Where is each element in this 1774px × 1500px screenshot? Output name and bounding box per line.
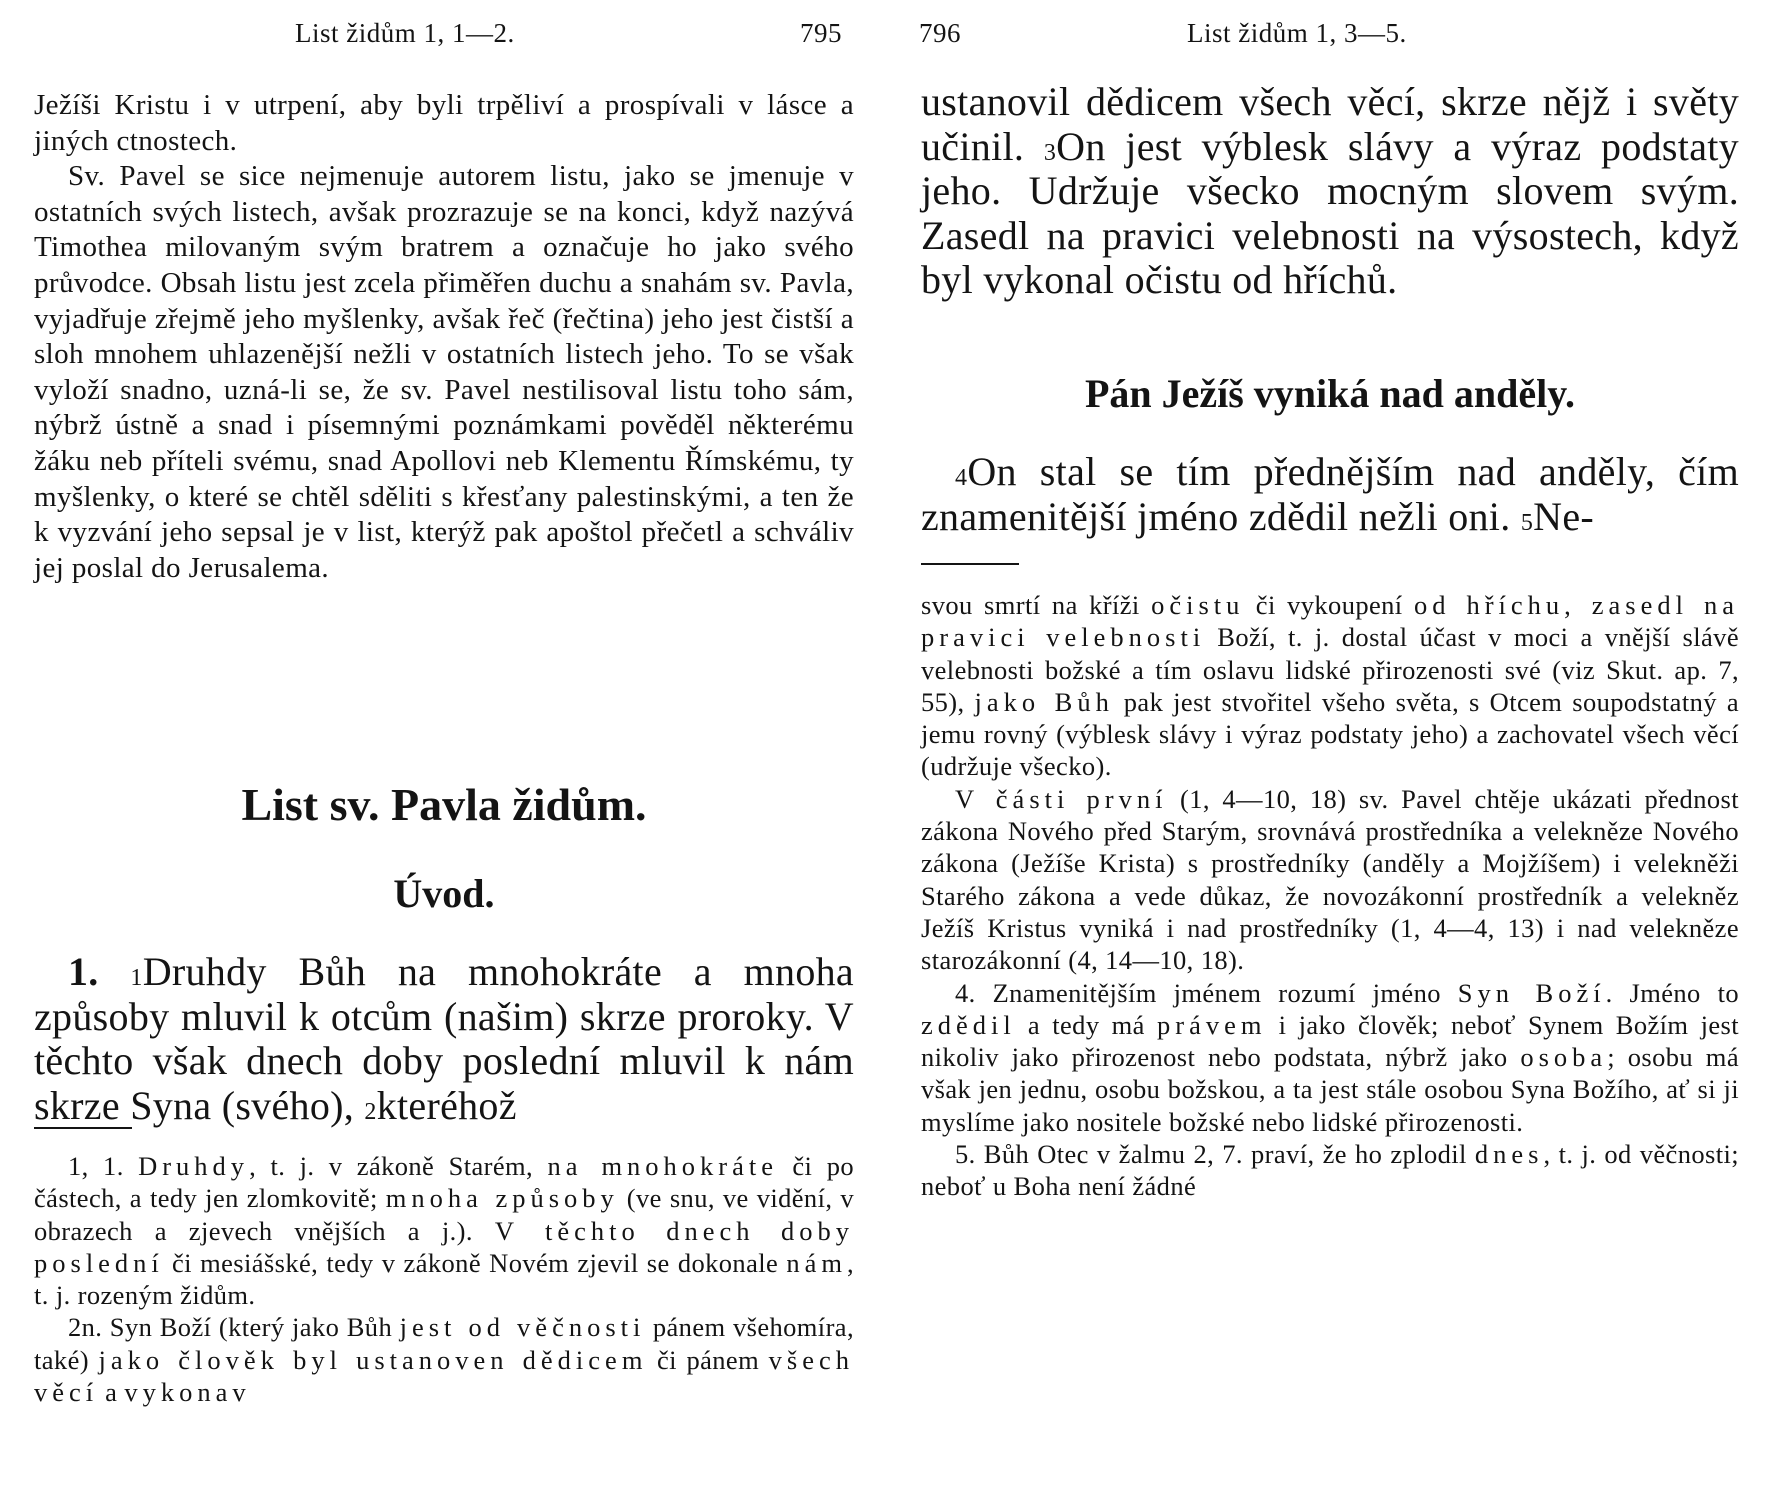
verse-3-paragraph	[921, 80, 1739, 303]
footnote-2n	[34, 1311, 854, 1408]
footnote-ref: 1, 1.	[68, 1151, 124, 1181]
book-title: List sv. Pavla židům.	[241, 779, 647, 830]
left-header-title: List židům 1, 1—2.	[295, 18, 515, 48]
verse-block-1	[34, 950, 854, 1128]
footnote-divider	[34, 1127, 132, 1129]
footnote-text: či mesiášské, tedy v zákoně Novém zjevil se dokonale	[163, 1247, 779, 1278]
left-intro	[34, 88, 854, 586]
verse-1-text: Druhdy Bůh na mnohokráte a mnoha způsoby mluvil k otcům (našim) skrze proroky. V těchto však dnech doby poslední mluvil k nám skrze Syna (svého),	[34, 949, 854, 1128]
spaced-term: V těchto dnech doby poslední	[34, 1215, 854, 1278]
footnote-continued	[921, 589, 1739, 783]
spaced-term: nám	[786, 1247, 847, 1278]
footnote-4	[921, 977, 1739, 1138]
spaced-term: očistu	[1151, 590, 1245, 620]
footnote-text: Boží, t. j. dostal účast v moci a vnější slávě velebnosti božské a tím oslavu lidské přirozenosti své (viz Skut. ap. 7, 55),	[921, 622, 1739, 717]
chapter-number: 1.	[68, 949, 99, 994]
footnote-text: i jako člověk; neboť Synem Božím jest nikoliv jako přirozenost nebo podstata, nýbrž jako	[921, 1009, 1740, 1073]
footnote-text: pánem všehomíra, také)	[34, 1312, 854, 1375]
spaced-term: jako člověk byl ustanoven dědicem	[98, 1344, 648, 1375]
footnote-text: 5. Bůh Otec v žalmu 2, 7. praví, že ho zplodil	[955, 1139, 1467, 1170]
verse-1-paragraph	[34, 950, 854, 1128]
verse-number-5: 5	[1520, 509, 1534, 536]
spaced-term: vykonav	[124, 1377, 251, 1408]
footnote-text: . Jméno to	[1605, 977, 1739, 1008]
spaced-term: jest od věčnosti	[399, 1312, 646, 1343]
section-title-angels: Pán Ježíš vyniká nad anděly.	[1084, 371, 1576, 416]
footnote-text: (ve snu, ve vidění, v obrazech a zjevech vnějších a j.).	[34, 1183, 855, 1246]
footnote-text: Syn Boží (který jako Bůh	[102, 1312, 393, 1343]
footnote-text: a	[98, 1377, 118, 1408]
verse-4-text: On stal se tím přednějším nad anděly, čím znamenitější jméno zdědil nežli oni.	[921, 449, 1739, 539]
left-page-header	[0, 18, 887, 58]
verse-block-4	[921, 450, 1739, 539]
spaced-term: od hříchu, zasedl na pravici velebnosti	[921, 590, 1739, 653]
verse-3-text: On jest výblesk slávy a výraz podstaty jeho. Udržuje všecko mocným slovem svým. Zasedl na pravici velebnosti na výsostech, když byl vykonal očistu od hříchů.	[921, 123, 1739, 302]
footnote-text: pak jest stvořitel všeho světa, s Otcem soupodstatný a jemu rovný (výblesk slávy i výraz podstaty jeho) a zachovatel všech věcí (udržuje všecko).	[921, 686, 1739, 782]
footnote-text: , t. j. v zákoně Starém,	[249, 1151, 534, 1181]
footnote-ref: 2n.	[68, 1312, 103, 1343]
footnote-text: , t. j. rozeným židům.	[34, 1247, 854, 1311]
right-header-title: List židům 1, 3—5.	[1187, 18, 1407, 48]
verse-5-text: Ne-	[1533, 493, 1595, 539]
spaced-term: Syn Boží	[1457, 977, 1606, 1008]
footnote-text: 4. Znamenitějším jménem rozumí jméno	[955, 977, 1441, 1008]
right-page-header	[887, 18, 1774, 58]
footnote-text: (1, 4—10, 18) sv. Pavel chtěje ukázati přednost zákona Nového před Starým, srovnává prostředníka a velekněze Nového zákona (Ježíše Krista) s prostředníky (anděly a Mojžíšem) i velekněži Starého zákona a vede důkaz, že novozákonní prostředník a velekněz Ježíš Kristus vyniká i nad prostředníky (1, 4—4, 13) i nad velekněze starozákonní (4, 14—10, 18).	[921, 783, 1739, 976]
verse-number-4: 4	[955, 465, 968, 491]
continued-text: ustanovil dědicem všech věcí, skrze nějž i světy učinil.	[921, 79, 1739, 169]
spaced-term: právem	[1157, 1009, 1267, 1040]
spaced-term: všech věcí	[34, 1344, 854, 1408]
spaced-term: na mnohokráte	[547, 1151, 779, 1181]
verse-number-3: 3	[1043, 139, 1057, 166]
footnote-1-1	[34, 1150, 854, 1311]
spaced-term: Druhdy	[138, 1151, 250, 1181]
footnote-part-one	[921, 783, 1739, 977]
footnote-text: či pánem	[647, 1344, 760, 1375]
left-page-number: 795	[800, 18, 842, 48]
right-page-number: 796	[919, 18, 961, 48]
footnote-5	[921, 1138, 1739, 1203]
verse-block-3	[921, 80, 1739, 303]
footnote-text: a tedy má	[1015, 1009, 1145, 1040]
spaced-term: dnes	[1474, 1139, 1544, 1170]
intro-paragraph-1: Ježíši Kristu i v utrpení, aby byli trpěliví a prospívali v lásce a jiných ctnostech.	[34, 89, 854, 157]
verse-2-text: kteréhož	[376, 1082, 517, 1128]
footnote-divider	[921, 563, 1019, 565]
verse-4-paragraph	[921, 450, 1739, 539]
footnote-text: svou smrtí na kříži	[921, 590, 1140, 620]
section-title-uvod: Úvod.	[393, 871, 495, 916]
left-footnotes	[34, 1150, 854, 1408]
spaced-term: V části první	[955, 783, 1168, 814]
footnote-text: , t. j. od věčnosti; neboť u Boha není žádné	[921, 1139, 1739, 1202]
spaced-term: osoba	[1520, 1042, 1608, 1073]
footnote-text: či po částech, a tedy jen zlomkovitě;	[34, 1151, 854, 1214]
spaced-term: zdědil	[921, 1009, 1016, 1040]
verse-number-1: 1	[130, 965, 143, 991]
verse-number-2: 2	[364, 1098, 377, 1125]
right-page	[887, 0, 1774, 1500]
spaced-term: jako Bůh	[974, 686, 1114, 717]
right-footnotes	[921, 589, 1739, 1203]
footnote-text: ; osobu má však jen jednu, osobu božskou, a ta jest stále osobou Syna Božího, ať si ji myslíme jako nositele božské nebo lidské přirozenosti.	[921, 1042, 1739, 1137]
footnote-text: či vykoupení	[1244, 590, 1403, 620]
spaced-term: mnoha způsoby	[385, 1183, 619, 1214]
intro-paragraph-2: Sv. Pavel se sice nejmenuje autorem listu, jako se jmenuje v ostatních svých listech, avšak prozrazuje se na konci, když nazývá Timothea milovaným svým bratrem a označuje ho jako svého průvodce. Obsah listu jest zcela přiměřen duchu a snahám sv. Pavla, vyjadřuje zřejmě jeho myšlenky, avšak řeč (řečtina) jeho jest čistší a sloh mnohem uhlazenější nežli v ostatních listech jeho. To se však vyloží snadno, uzná-li se, že sv. Pavel nestilisoval listu toho sám, nýbrž ústně a snad i písemnými poznámkami pověděl některému žáku neb příteli svému, snad Apollovi neb Klementu Římskému, ty myšlenky, o které se chtěl sděliti s křesťany palestinskými, a ten že k vyzvání jeho sepsal je v list, kterýž pak apoštol přečetl a schváliv jej poslal do Jerusalema.	[34, 160, 854, 584]
